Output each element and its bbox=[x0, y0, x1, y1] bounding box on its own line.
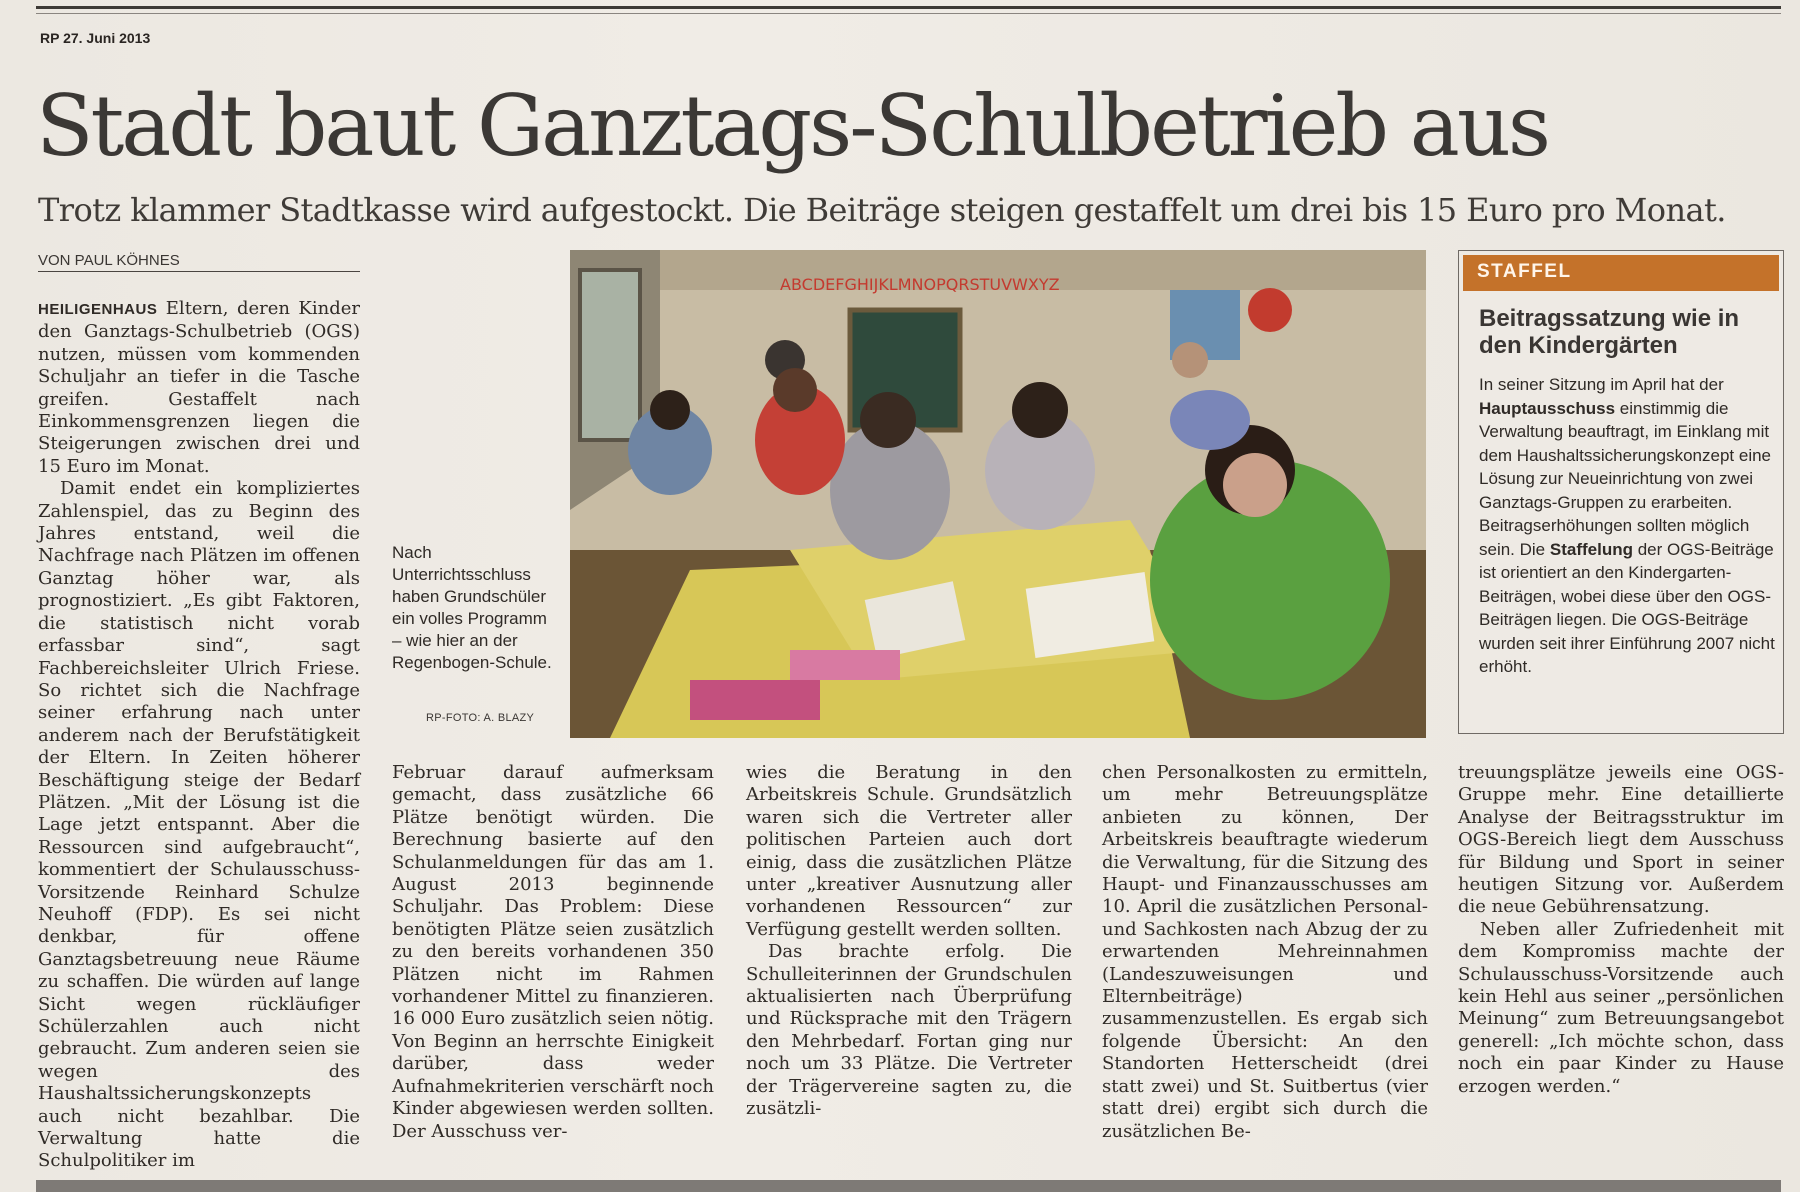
location-kicker: HEILIGENHAUS bbox=[38, 301, 158, 318]
lead-paragraph bbox=[38, 298, 360, 478]
photo-caption: Nach Unterrichtsschluss haben Grundschüler ein volles Programm – wie hier an der Regenbogen-Schule. bbox=[392, 543, 552, 672]
article-column-4 bbox=[1102, 762, 1428, 1143]
article-column-3 bbox=[746, 762, 1072, 1121]
alphabet-banner: ABCDEFGHIJKLMNOPQRSTUVWXYZ bbox=[780, 275, 1060, 294]
paragraph: Das brachte erfolg. Die Schulleiterinnen der Grundschulen aktualisierten nach Überprüfung und Rücksprache mit den Trägern den Mehrbedarf. Fortan ging nur noch um 33 Plätze. Die Vertreter der Trägervereine sagten zu, die zusätzli- bbox=[746, 941, 1072, 1120]
staffel-title: Beitragssatzung wie in den Kindergärten bbox=[1479, 305, 1740, 359]
photo-illustration bbox=[570, 250, 1426, 738]
paragraph: Neben aller Zufriedenheit mit dem Kompromiss machte der Schulausschuss-Vorsitzende auch kein Hehl aus seiner „persönlichen Meinung“ zum Betreuungsangebot generell: „Ich möchte schon, dass noch ein paar Kinder zu Hause erzogen werden.“ bbox=[1458, 918, 1784, 1097]
staffel-text-part: der OGS-Beiträge ist orientiert an den Kindergarten-Beiträgen, wobei diese über den OGS-Beiträgen liegen. Die OGS-Beiträge wurden seit ihrer Einführung 2007 nicht erhöht. bbox=[1479, 539, 1775, 676]
article-column-1 bbox=[38, 298, 360, 1173]
byline: VON PAUL KÖHNES bbox=[38, 252, 360, 272]
photo-credit: RP-FOTO: A. BLAZY bbox=[426, 712, 535, 724]
bottom-rule bbox=[36, 1180, 1781, 1192]
staffel-text bbox=[1479, 373, 1775, 679]
paragraph: Damit endet ein kompliziertes Zahlenspiel, das zu Beginn des Jahres entstand, weil die Nachfrage nach Plätzen im offenen Ganztag höher war, als prognostiziert. „Es gibt Faktoren, die statistisch nicht vorab erfassbar sind“, sagt Fachbereichsleiter Ulrich Friese. So richtet sich die Nachfrage seiner erfahrung nach unter anderem nach der Berufstätigkeit der Eltern. In Zeiten höherer Beschäftigung steige der Bedarf Plätzen. „Mit der Lösung ist die Lage jetzt entspannt. Aber die Ressourcen sind aufgebraucht“, kommentiert der Schulausschuss-Vorsitzende Reinhard Schulze Neuhoff (FDP). Es sei nicht denkbar, für offene Ganztagsbetreuung neue Räume zu schaffen. Die würden auf lange Sicht wegen rückläufiger Schülerzahlen auch nicht gebraucht. Zum anderen seien sie wegen des Haushaltssicherungskonzepts auch nicht bezahlbar. Die Verwaltung hatte die Schulpolitiker im bbox=[38, 478, 360, 1172]
headline: Stadt baut Ganztags-Schulbetrieb aus bbox=[36, 77, 1549, 175]
paragraph: wies die Beratung in den Arbeitskreis Schule. Grundsätzlich waren sich die Vertreter aller politischen Parteien auch dort einig, dass die zusätzlichen Plätze unter „kreativer Ausnutzung aller vorhandenen Ressourcen“ zur Verfügung gestellt werden sollten. bbox=[746, 762, 1072, 940]
paragraph: treuungsplätze jeweils eine OGS-Gruppe mehr. Eine detaillierte Analyse der Beitragsstruktur im OGS-Bereich liegt dem Ausschuss für Bildung und Sport in seiner heutigen Sitzung vor. Außerdem die neue Gebührensatzung. bbox=[1458, 762, 1784, 918]
dateline: RP 27. Juni 2013 bbox=[40, 30, 151, 46]
staffel-bold-hauptausschuss: Hauptausschuss bbox=[1479, 398, 1616, 418]
staffel-bold-staffelung: Staffelung bbox=[1549, 539, 1633, 559]
paragraph: Februar darauf aufmerksam gemacht, dass zusätzliche 66 Plätze benötigt würden. Die Berechnung basierte auf den Schulanmeldungen für das am 1. August 2013 beginnende Schuljahr. Das Problem: Diese benötigten Plätze seien zusätzlich zu den bereits vorhandenen 350 Plätzen nicht im Rahmen vorhandener Mittel zu finanzieren. 16 000 Euro zusätzlich seien nötig. Von Beginn an herrschte Einigkeit darüber, dass weder Aufnahmekriterien verschärft noch Kinder abgewiesen werden sollten. Der Ausschuss ver- bbox=[392, 762, 714, 1142]
classroom-photo bbox=[570, 250, 1426, 738]
staffel-sidebar-box bbox=[1458, 250, 1784, 734]
staffel-label: STAFFEL bbox=[1477, 261, 1572, 282]
subtitle: Trotz klammer Stadtkasse wird aufgestockt. Die Beiträge steigen gestaffelt um drei bis 15 Euro pro Monat. bbox=[38, 191, 1726, 229]
top-rule-thin bbox=[36, 13, 1781, 14]
lead-text: Eltern, deren Kinder den Ganztags-Schulbetrieb (OGS) nutzen, müssen vom kommenden Schuljahr an tiefer in die Tasche greifen. Gestaffelt nach Einkommensgrenzen liegen die Steigerungen zwischen drei und 15 Euro im Monat. bbox=[38, 298, 360, 477]
article-column-2 bbox=[392, 762, 714, 1143]
staffel-text-part: In seiner Sitzung im April hat der bbox=[1479, 375, 1724, 394]
staffel-text-part: einstimmig die Verwaltung beauftragt, im Einklang mit dem Haushaltssicherungskonzept eine Lösung zur Neueinrichtung von zwei Ganztags-Gruppen zu erarbeiten. Beitragserhöhungen sollten möglich sein. Die bbox=[1479, 398, 1772, 559]
paragraph: chen Personalkosten zu ermitteln, um mehr Betreuungsplätze anbieten zu können, Der Arbeitskreis beauftragte wiederum die Verwaltung, für die Sitzung des Haupt- und Finanzausschusses am 10. April die zusätzlichen Personal- und Sachkosten nach Abzug der zu erwartenden Mehreinnahmen (Landeszuweisungen und Elternbeiträge) zusammenzustellen. Es ergab sich folgende Übersicht: An den Standorten Hetterscheidt (drei statt zwei) und St. Suitbertus (vier statt drei) ergibt sich durch die zusätzlichen Be- bbox=[1102, 762, 1428, 1142]
top-rule bbox=[36, 6, 1781, 9]
article-column-5 bbox=[1458, 762, 1784, 1098]
